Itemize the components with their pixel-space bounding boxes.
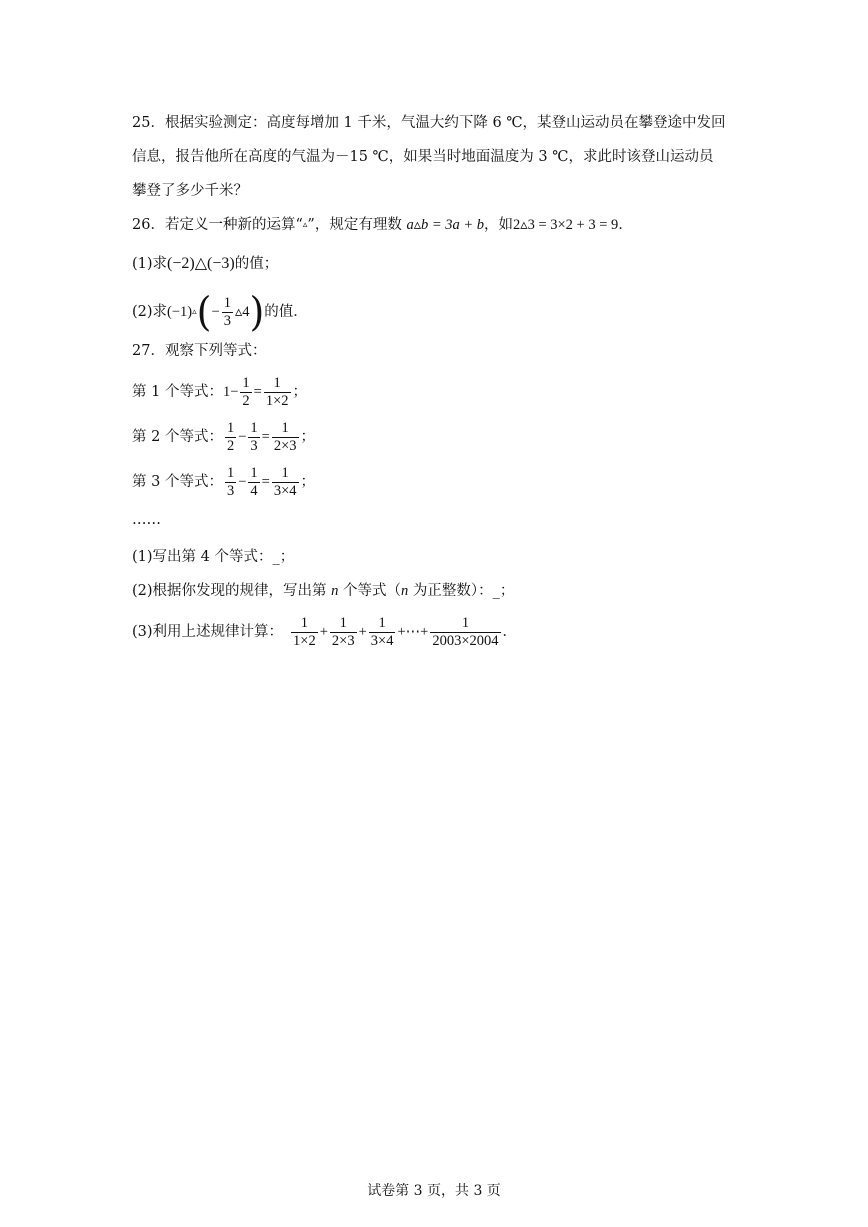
- q26-part2-minus: −: [211, 304, 220, 320]
- triangle-symbol-icon: ▵: [192, 307, 197, 317]
- denominator: 3: [250, 437, 258, 454]
- q26-intro-c: ，如: [484, 217, 514, 233]
- fraction: [225, 420, 236, 455]
- semicolon: ；: [300, 429, 316, 445]
- numerator: 1: [250, 419, 258, 436]
- fraction: [291, 615, 318, 650]
- q25-line2: 信息，报告他所在高度的气温为－15 ℃，如果当时地面温度为 3 ℃，求此时该登山运动员: [132, 149, 714, 165]
- q26-part2-tail: 的值．: [264, 304, 308, 320]
- numerator: 1: [330, 615, 357, 633]
- semicolon: ；: [292, 384, 308, 400]
- q27-part2-a: (2)根据你发现的规律，写出第: [132, 583, 327, 599]
- fraction: [248, 465, 259, 500]
- plus-sign: +: [358, 624, 367, 640]
- q26-part1-label: (1)求: [132, 256, 168, 272]
- numerator: 1: [264, 375, 291, 393]
- numerator: 1: [272, 465, 299, 483]
- q26-intro-end: ．: [618, 217, 633, 233]
- q26-part1-tail: 的值；: [234, 256, 279, 272]
- q27-part2: [132, 581, 514, 601]
- q27-part1: (1)写出第 4 个等式：_；: [132, 549, 295, 565]
- q26-definition: a▵b = 3a + b: [406, 217, 485, 233]
- numerator: 1: [223, 294, 231, 311]
- q27-part3-label: (3)利用上述规律计算：: [132, 624, 284, 640]
- q25-line1: 25．根据实验测定：高度每增加 1 千米，气温大约下降 6 ℃，某登山运动员在攀登途中发回: [132, 115, 726, 131]
- left-paren: (: [196, 288, 212, 336]
- page-footer: 试卷第 3 页，共 3 页: [367, 1183, 501, 1199]
- right-paren: ): [249, 288, 265, 336]
- q27-intro: 27．观察下列等式：: [132, 343, 267, 359]
- q26-part1: [132, 254, 278, 274]
- denominator: 2: [226, 437, 235, 454]
- denominator: 4: [250, 482, 258, 499]
- fraction: [369, 615, 396, 650]
- fraction: [272, 465, 299, 500]
- q27-eq1: [132, 372, 307, 412]
- fraction: [430, 615, 500, 650]
- q26-intro: [132, 215, 633, 235]
- fraction-one-third: [222, 295, 233, 330]
- equals-sign: =: [253, 384, 262, 400]
- minus-sign: −: [238, 474, 247, 490]
- denominator: 2×3: [331, 632, 355, 649]
- q27-part3: [132, 610, 517, 654]
- numerator: 1: [226, 419, 235, 436]
- ellipsis-plus: +⋯+: [397, 624, 429, 640]
- period: ．: [502, 624, 518, 640]
- denominator: 3×4: [273, 482, 297, 499]
- q26-part2: [132, 290, 308, 334]
- denominator: 2003×2004: [432, 632, 499, 649]
- triangle-symbol-icon: ▵: [302, 220, 308, 230]
- var-n: n: [331, 583, 339, 599]
- q26-part2-a: (−1): [167, 304, 193, 320]
- denominator: 2×3: [273, 437, 297, 454]
- numerator: 1: [250, 464, 258, 481]
- numerator: 1: [369, 615, 396, 633]
- semicolon: ；: [300, 474, 316, 490]
- minus-sign: −: [238, 429, 247, 445]
- q27-eq3-label: 第 3 个等式：: [132, 474, 223, 490]
- denominator: 3: [226, 482, 235, 499]
- q27-eq1-int: 1−: [222, 384, 239, 400]
- q27-part2-c: 为正整数）：_；: [412, 583, 515, 599]
- q27-eq2: [132, 417, 315, 457]
- q27-eq2-label: 第 2 个等式：: [132, 429, 223, 445]
- q27-ellipsis: ……: [132, 512, 161, 528]
- q27-eq3: [132, 462, 315, 502]
- q27-eq1-label: 第 1 个等式：: [132, 384, 223, 400]
- denominator: 3×4: [370, 632, 394, 649]
- q26-part2-label: (2)求: [132, 304, 168, 320]
- denominator: 1×2: [265, 392, 289, 409]
- q26-intro-a: 26．若定义一种新的运算“: [132, 217, 303, 233]
- equals-sign: =: [261, 474, 270, 490]
- numerator: 1: [272, 420, 299, 438]
- q26-part1-expr: (−2)△(−3): [167, 255, 235, 272]
- fraction: [330, 615, 357, 650]
- numerator: 1: [291, 615, 318, 633]
- equals-sign: =: [261, 429, 270, 445]
- q26-intro-b: ”，规定有理数: [307, 217, 402, 233]
- numerator: 1: [430, 615, 500, 633]
- fraction: [240, 375, 251, 410]
- numerator: 1: [242, 374, 250, 391]
- q26-example: 2▵3 = 3×2 + 3 = 9: [513, 217, 619, 233]
- fraction: [264, 375, 291, 410]
- q26-part2-b: ▵4: [234, 304, 250, 320]
- denominator: 3: [223, 312, 231, 329]
- fraction: [225, 465, 236, 500]
- denominator: 1×2: [293, 632, 316, 649]
- plus-sign: +: [319, 624, 328, 640]
- var-n: n: [401, 583, 409, 599]
- fraction: [272, 420, 299, 455]
- q25-line3: 攀登了多少千米？: [132, 183, 248, 199]
- denominator: 2: [242, 392, 250, 409]
- numerator: 1: [226, 464, 235, 481]
- fraction: [248, 420, 259, 455]
- q27-part2-b: 个等式（: [343, 583, 402, 599]
